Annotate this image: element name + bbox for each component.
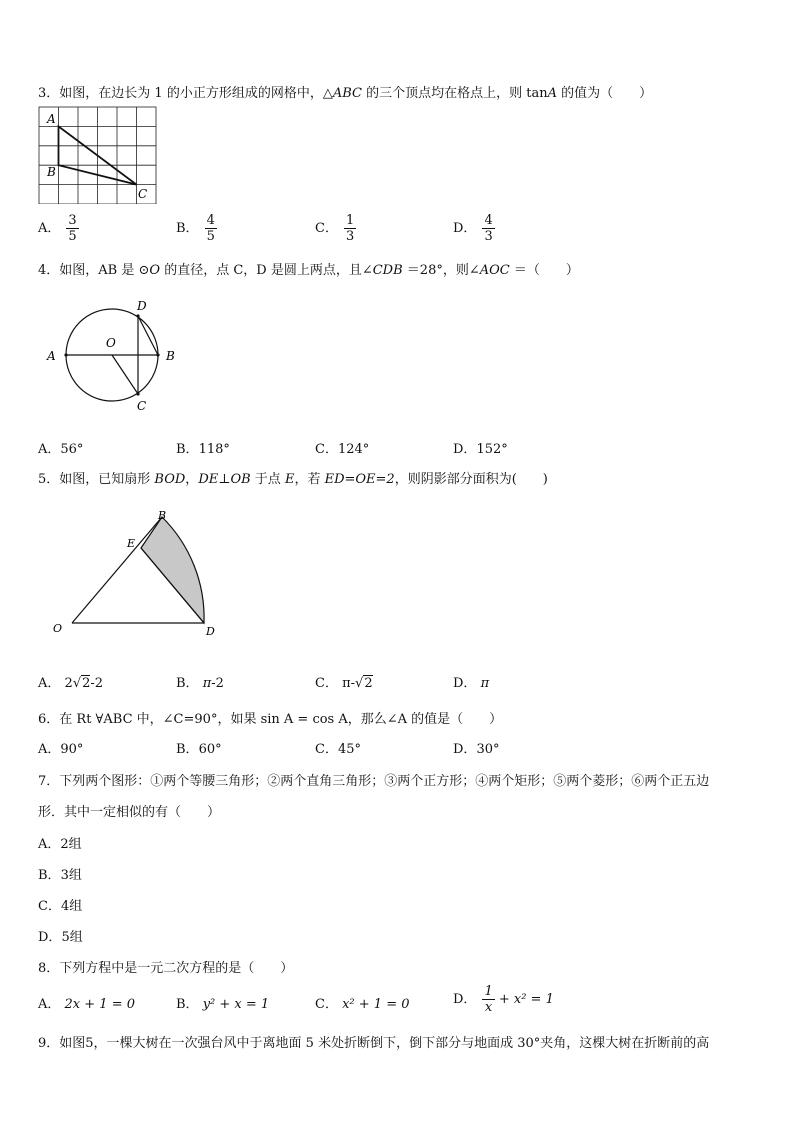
q6-option-d[interactable]: D．30° xyxy=(453,742,500,757)
dot-d xyxy=(136,314,139,317)
label-o: O xyxy=(53,622,63,635)
q8-option-a[interactable]: A． 2x + 1 = 0 xyxy=(38,997,135,1012)
label-c: C xyxy=(137,399,147,413)
label-e: E xyxy=(127,537,136,550)
fraction: $\frac{3}{5}$ xyxy=(68,213,77,244)
q6-option-a[interactable]: A．90° xyxy=(38,742,84,757)
q5-option-b[interactable]: B． π-2 xyxy=(176,676,224,691)
q5-stem: 5．如图，已知扇形 BOD，DE⊥OB 于点 E，若 ED=OE=2，则阴影部分面积为( ) xyxy=(38,472,548,487)
label-b: B xyxy=(166,349,175,363)
sqrt-sign: √ xyxy=(355,676,364,691)
q3-option-a[interactable]: A． $\frac{3}{5}$ xyxy=(38,213,77,244)
q3-option-c[interactable]: C． $\frac{1}{3}$ xyxy=(315,213,355,244)
q8-stem: 8．下列方程中是一元二次方程的是（ ） xyxy=(38,961,294,976)
q3-option-d[interactable]: D． $\frac{4}{3}$ xyxy=(453,213,493,244)
fraction: $\frac{4}{5}$ xyxy=(206,213,215,244)
q6-stem: 6．在 Rt ∀ABC 中，∠C=90°，如果 sin A = cos A，那么∠A 的值是（ ） xyxy=(38,712,503,727)
q4-option-d[interactable]: D．152° xyxy=(453,442,508,457)
label-b: B xyxy=(47,165,56,179)
label-b: B xyxy=(158,509,167,522)
q8-option-d[interactable]: D． $\frac{1}{x}$ + x² = 1 xyxy=(453,984,554,1015)
label-a: A xyxy=(47,112,56,126)
dot-c xyxy=(136,392,139,395)
sqrt-sign: √ xyxy=(72,676,82,691)
fraction: $\frac{4}{3}$ xyxy=(484,213,493,244)
q5-sector-figure xyxy=(48,506,228,638)
q6-option-b[interactable]: B．60° xyxy=(176,742,222,757)
radius-oc xyxy=(112,355,138,394)
chord-db xyxy=(138,316,158,355)
q3-stem: 3．如图，在边长为 1 的小正方形组成的网格中，△ABC 的三个顶点均在格点上，则 tanA 的值为（ ） xyxy=(38,86,653,101)
label-a: A xyxy=(47,349,56,363)
dot-b xyxy=(156,353,159,356)
q7-option-b[interactable]: B．3组 xyxy=(38,868,82,883)
q4-circle-figure xyxy=(40,296,190,416)
q5-option-d[interactable]: D． π xyxy=(453,676,490,691)
q7-option-c[interactable]: C．4组 xyxy=(38,899,83,914)
q9-stem: 9．如图5，一棵大树在一次强台风中于离地面 5 米处折断倒下，倒下部分与地面成 30°夹角，这棵大树在折断前的高 xyxy=(38,1036,710,1051)
label-d: D xyxy=(137,299,147,313)
q5-option-c[interactable]: C． π-√2 xyxy=(315,676,373,691)
q5-option-a[interactable]: A． 2√2-2 xyxy=(38,676,104,691)
q4-option-a[interactable]: A．56° xyxy=(38,442,84,457)
q4-stem: 4．如图，AB 是 ⊙O 的直径，点 C，D 是圆上两点，且∠CDB ＝28°，则∠AOC ＝（ ） xyxy=(38,263,579,278)
q7-stem-line1: 7．下列两个图形：①两个等腰三角形；②两个直角三角形；③两个正方形；④两个矩形；⑤两个菱形；⑥两个正五边 xyxy=(38,774,710,789)
q3-option-b[interactable]: B． $\frac{4}{5}$ xyxy=(176,213,215,244)
q7-stem-line2: 形．其中一定相似的有（ ） xyxy=(38,805,221,820)
radius-ob xyxy=(72,517,162,623)
fraction: $\frac{1}{3}$ xyxy=(345,213,355,244)
label-d: D xyxy=(206,625,215,638)
q6-option-c[interactable]: C．45° xyxy=(315,742,361,757)
fraction: $\frac{1}{x}$ xyxy=(484,984,493,1015)
q8-option-c[interactable]: C． x² + 1 = 0 xyxy=(315,997,410,1012)
shaded-region xyxy=(141,517,204,623)
q7-option-d[interactable]: D．5组 xyxy=(38,930,83,945)
q7-option-a[interactable]: A．2组 xyxy=(38,837,82,852)
q3-grid-figure xyxy=(36,104,162,204)
q4-option-c[interactable]: C．124° xyxy=(315,442,370,457)
q8-option-b[interactable]: B． y² + x = 1 xyxy=(176,997,270,1012)
label-o: O xyxy=(106,336,116,350)
q4-option-b[interactable]: B．118° xyxy=(176,442,230,457)
dot-a xyxy=(64,353,67,356)
label-c: C xyxy=(138,187,148,201)
